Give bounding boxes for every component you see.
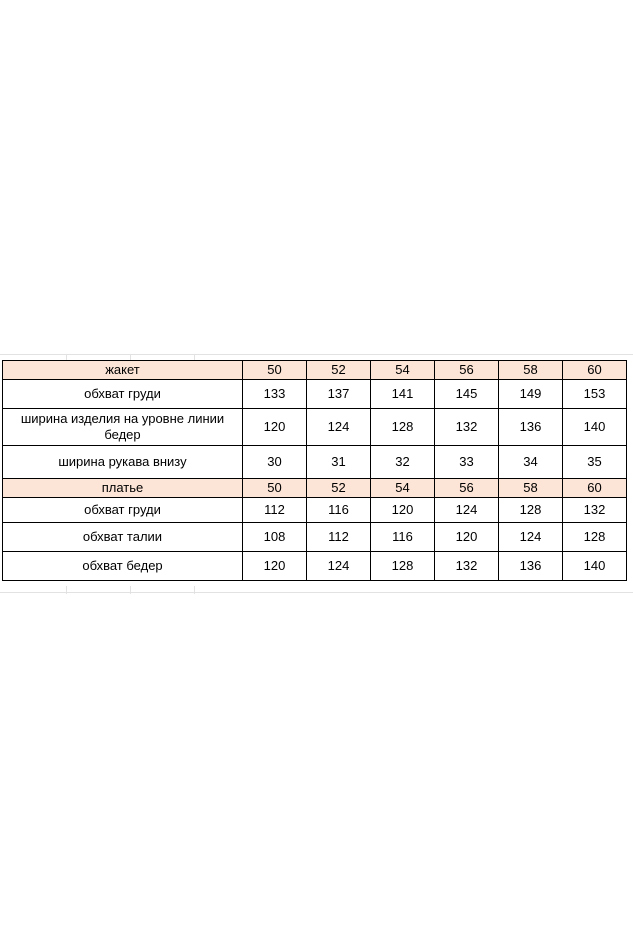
table-cell[interactable]: 33	[435, 446, 499, 479]
gridline	[0, 592, 633, 593]
table-cell[interactable]: 140	[563, 409, 627, 446]
table-cell[interactable]: 132	[563, 498, 627, 523]
table-cell[interactable]: 124	[307, 552, 371, 581]
size-58[interactable]: 58	[499, 361, 563, 380]
table-cell[interactable]: 120	[371, 498, 435, 523]
size-52[interactable]: 52	[307, 361, 371, 380]
table-cell[interactable]: 31	[307, 446, 371, 479]
gridline	[66, 586, 67, 594]
size-60[interactable]: 60	[563, 361, 627, 380]
table-cell[interactable]: 124	[435, 498, 499, 523]
row-label[interactable]: обхват бедер	[3, 552, 243, 581]
table-cell[interactable]: 132	[435, 409, 499, 446]
table-cell[interactable]: 145	[435, 380, 499, 409]
size-50[interactable]: 50	[243, 361, 307, 380]
table-cell[interactable]: 140	[563, 552, 627, 581]
table-cell[interactable]: 133	[243, 380, 307, 409]
size-50[interactable]: 50	[243, 479, 307, 498]
table-cell[interactable]: 112	[307, 523, 371, 552]
gridline	[194, 586, 195, 594]
table-row	[3, 552, 627, 581]
table-cell[interactable]: 137	[307, 380, 371, 409]
row-label[interactable]: ширина рукава внизу	[3, 446, 243, 479]
table-cell[interactable]: 128	[371, 409, 435, 446]
table-cell[interactable]: 120	[435, 523, 499, 552]
table-cell[interactable]: 116	[307, 498, 371, 523]
dress-label[interactable]: платье	[3, 479, 243, 498]
gridline	[130, 586, 131, 594]
table-cell[interactable]: 34	[499, 446, 563, 479]
table-cell[interactable]: 124	[307, 409, 371, 446]
size-58[interactable]: 58	[499, 479, 563, 498]
table-cell[interactable]: 136	[499, 552, 563, 581]
row-label[interactable]: обхват груди	[3, 380, 243, 409]
size-54[interactable]: 54	[371, 361, 435, 380]
jacket-header-row	[3, 361, 627, 380]
table-row	[3, 498, 627, 523]
spreadsheet-area	[0, 354, 633, 594]
size-chart-table	[2, 360, 627, 581]
table-cell[interactable]: 120	[243, 409, 307, 446]
table-row	[3, 446, 627, 479]
table-cell[interactable]: 128	[499, 498, 563, 523]
gridline	[0, 354, 633, 355]
table-cell[interactable]: 112	[243, 498, 307, 523]
table-row	[3, 380, 627, 409]
size-56[interactable]: 56	[435, 361, 499, 380]
table-cell[interactable]: 153	[563, 380, 627, 409]
row-label[interactable]: обхват груди	[3, 498, 243, 523]
table-cell[interactable]: 132	[435, 552, 499, 581]
table-cell[interactable]: 124	[499, 523, 563, 552]
table-cell[interactable]: 141	[371, 380, 435, 409]
size-52[interactable]: 52	[307, 479, 371, 498]
table-cell[interactable]: 149	[499, 380, 563, 409]
table-cell[interactable]: 116	[371, 523, 435, 552]
dress-header-row	[3, 479, 627, 498]
row-label[interactable]: ширина изделия на уровне линии бедер	[3, 409, 243, 446]
table-cell[interactable]: 136	[499, 409, 563, 446]
table-cell[interactable]: 120	[243, 552, 307, 581]
table-row	[3, 409, 627, 446]
size-56[interactable]: 56	[435, 479, 499, 498]
table-cell[interactable]: 108	[243, 523, 307, 552]
table-cell[interactable]: 30	[243, 446, 307, 479]
table-cell[interactable]: 32	[371, 446, 435, 479]
table-cell[interactable]: 35	[563, 446, 627, 479]
table-cell[interactable]: 128	[563, 523, 627, 552]
size-60[interactable]: 60	[563, 479, 627, 498]
size-54[interactable]: 54	[371, 479, 435, 498]
table-cell[interactable]: 128	[371, 552, 435, 581]
jacket-label[interactable]: жакет	[3, 361, 243, 380]
row-label[interactable]: обхват талии	[3, 523, 243, 552]
table-row	[3, 523, 627, 552]
